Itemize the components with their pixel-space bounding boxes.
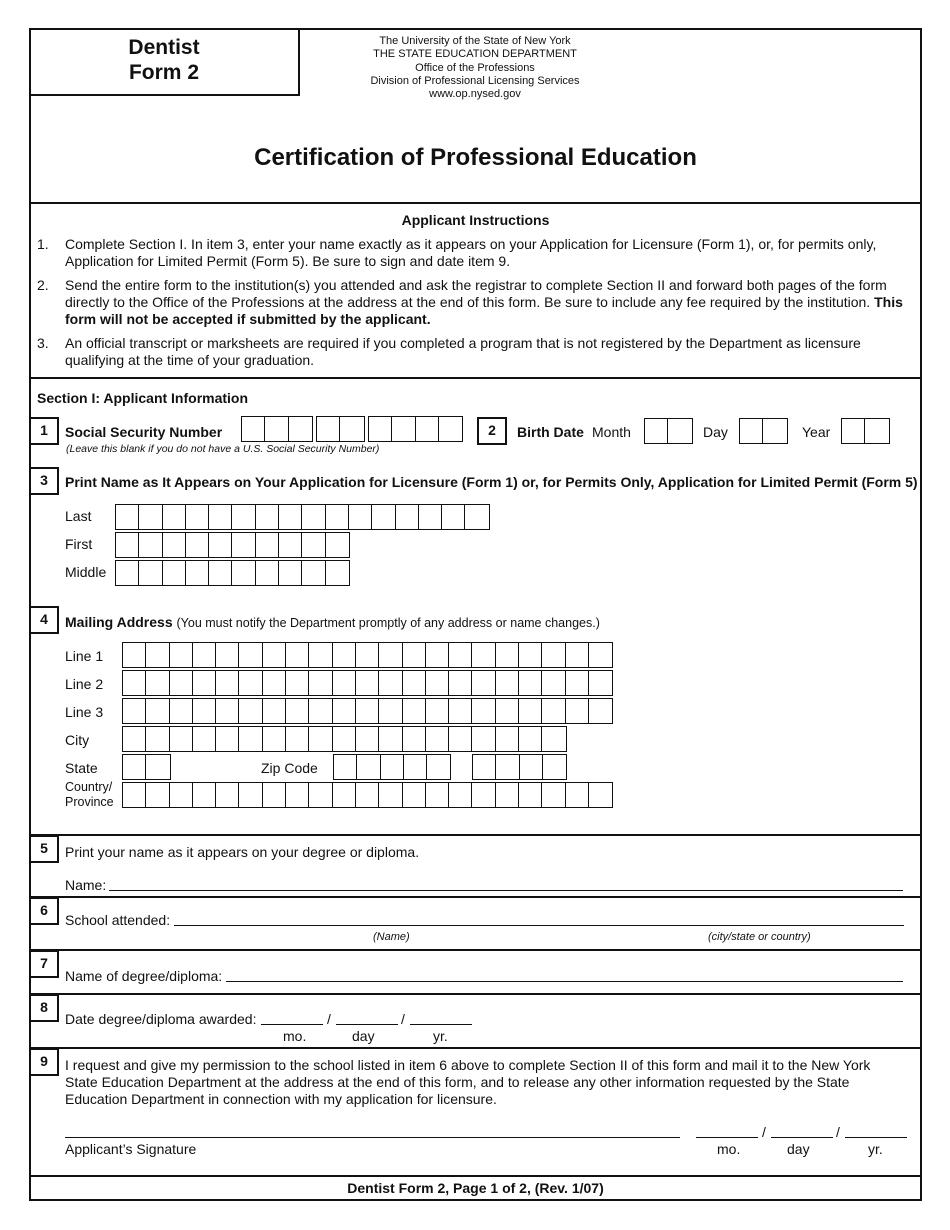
- ssn-part1-cells[interactable]: [241, 416, 313, 442]
- agency-line: THE STATE EDUCATION DEPARTMENT: [373, 48, 577, 61]
- last-name-cells[interactable]: [115, 504, 490, 530]
- first-name-cells[interactable]: [115, 532, 350, 558]
- month-caption: mo.: [717, 1141, 741, 1157]
- ssn-part3-cells[interactable]: [368, 416, 463, 442]
- birth-year-cells[interactable]: [841, 418, 890, 444]
- school-field[interactable]: [174, 925, 904, 926]
- ssn-note: (Leave this blank if you do not have a U.S. Social Security Number): [66, 443, 380, 455]
- divider: [29, 1175, 922, 1177]
- day-label: Day: [703, 424, 728, 440]
- address-line3-cells[interactable]: [122, 698, 613, 724]
- form-title-line1: Dentist: [128, 36, 200, 59]
- country-label-line: Province: [65, 795, 114, 809]
- zip-cells[interactable]: [333, 754, 451, 780]
- item-number-9: 9: [29, 1048, 59, 1076]
- instruction-text: Send the entire form to the institution(s) you attended and ask the registrar to complete Section II and forward both pages of the form directly to the Office of the Professions at the address at the end of this form. Be sure to include any fee required by the institution.: [65, 277, 887, 310]
- address-line1-cells[interactable]: [122, 642, 613, 668]
- country-cells[interactable]: [122, 782, 613, 808]
- address-line2-cells[interactable]: [122, 670, 613, 696]
- divider: [29, 834, 922, 836]
- school-label: School attended:: [65, 912, 171, 928]
- instruction-warning: This form will not be accepted if submitted by the applicant.: [65, 294, 903, 327]
- permission-statement: I request and give my permission to the school listed in item 6 above to complete Section II of this form and mail it to the New York State Education Department at the address at the end of this form, and to release any other information requested by the State Education Department in connection with my application for licensure.: [65, 1057, 871, 1107]
- signature-date-year-field[interactable]: [845, 1137, 907, 1138]
- page-title: Certification of Professional Education: [254, 144, 697, 171]
- zip-plus4-cells[interactable]: [472, 754, 567, 780]
- date-separator: /: [327, 1011, 331, 1027]
- diploma-name-field[interactable]: [109, 890, 903, 891]
- agency-line: Division of Professional Licensing Services: [370, 74, 580, 87]
- website-link[interactable]: www.op.nysed.gov: [429, 88, 521, 101]
- item-number-1: 1: [29, 417, 59, 445]
- divider: [29, 896, 922, 898]
- date-separator: /: [762, 1124, 766, 1140]
- degree-label: Name of degree/diploma:: [65, 968, 223, 984]
- instruction-1: [37, 236, 910, 270]
- instruction-2: [37, 277, 910, 328]
- city-cells[interactable]: [122, 726, 567, 752]
- date-awarded-label: Date degree/diploma awarded:: [65, 1011, 257, 1027]
- year-label: Year: [802, 424, 831, 440]
- degree-name-instruction: Print your name as it appears on your degree or diploma.: [65, 844, 420, 860]
- day-caption: day: [352, 1028, 375, 1044]
- form-title: [29, 35, 299, 85]
- address-line2-label: Line 2: [65, 676, 104, 692]
- item-number-2: 2: [477, 417, 507, 445]
- last-name-label: Last: [65, 508, 92, 524]
- agency-block: [300, 35, 650, 101]
- item-number-5: 5: [29, 835, 59, 863]
- state-cells[interactable]: [122, 754, 171, 780]
- birth-month-cells[interactable]: [644, 418, 693, 444]
- item-number-3: 3: [29, 467, 59, 495]
- date-awarded-day-field[interactable]: [336, 1024, 398, 1025]
- instruction-number: 3.: [37, 335, 49, 351]
- day-caption: day: [787, 1141, 810, 1157]
- first-name-label: First: [65, 536, 93, 552]
- zip-label: Zip Code: [261, 760, 318, 776]
- section-heading: Section I: Applicant Information: [37, 390, 249, 406]
- state-label: State: [65, 760, 98, 776]
- middle-name-cells[interactable]: [115, 560, 350, 586]
- birth-day-cells[interactable]: [739, 418, 788, 444]
- year-caption: yr.: [433, 1028, 448, 1044]
- mailing-address-note: (You must notify the Department promptly of any address or name changes.): [176, 616, 600, 630]
- agency-line: Office of the Professions: [415, 61, 535, 74]
- mailing-address-heading: [65, 614, 600, 630]
- divider: [29, 993, 922, 995]
- agency-line: The University of the State of New York: [379, 35, 571, 47]
- divider: [29, 1047, 922, 1049]
- mailing-address-label: Mailing Address: [65, 614, 173, 630]
- date-awarded-year-field[interactable]: [410, 1024, 472, 1025]
- divider: [29, 202, 922, 204]
- item-number-6: 6: [29, 897, 59, 925]
- country-label: [65, 780, 114, 810]
- item-number-8: 8: [29, 994, 59, 1022]
- divider: [29, 949, 922, 951]
- form-footer: Dentist Form 2, Page 1 of 2, (Rev. 1/07): [347, 1180, 604, 1196]
- signature-date-day-field[interactable]: [771, 1137, 833, 1138]
- instruction-number: 1.: [37, 236, 49, 252]
- birth-date-label: Birth Date: [517, 424, 584, 440]
- item-number-4: 4: [29, 606, 59, 634]
- signature-label: Applicant’s Signature: [65, 1141, 197, 1157]
- instruction-number: 2.: [37, 277, 49, 293]
- print-name-label: Print Name as It Appears on Your Application for Licensure (Form 1) or, for Permits Only, Application for Limited Permit (Form 5): [65, 474, 918, 490]
- school-name-caption: (Name): [373, 931, 410, 943]
- instruction-text: Complete Section I. In item 3, enter your name exactly as it appears on your Application for Licensure (Form 1), or, for permits only, Application for Limited Permit (Form 5). Be sure to sign and date item 9.: [65, 236, 877, 269]
- signature-field[interactable]: [65, 1137, 680, 1138]
- item-number-7: 7: [29, 950, 59, 978]
- date-awarded-month-field[interactable]: [261, 1024, 323, 1025]
- middle-name-label: Middle: [65, 564, 107, 580]
- address-line3-label: Line 3: [65, 704, 104, 720]
- year-caption: yr.: [868, 1141, 883, 1157]
- degree-field[interactable]: [226, 981, 903, 982]
- date-separator: /: [401, 1011, 405, 1027]
- date-separator: /: [836, 1124, 840, 1140]
- ssn-part2-cells[interactable]: [316, 416, 365, 442]
- instruction-3: [37, 335, 910, 369]
- address-line1-label: Line 1: [65, 648, 104, 664]
- signature-date-month-field[interactable]: [696, 1137, 758, 1138]
- diploma-name-label: Name:: [65, 877, 107, 893]
- school-location-caption: (city/state or country): [708, 931, 811, 943]
- month-label: Month: [592, 424, 631, 440]
- form-title-line2: Form 2: [128, 61, 199, 84]
- ssn-label: Social Security Number: [65, 424, 223, 440]
- month-caption: mo.: [283, 1028, 307, 1044]
- instruction-text: An official transcript or marksheets are required if you completed a program that is not registered by the Department as licensure qualifying at the time of your graduation.: [65, 335, 861, 368]
- divider: [29, 377, 922, 379]
- instructions-heading: Applicant Instructions: [401, 212, 550, 228]
- country-label-line: Country/: [65, 780, 113, 794]
- city-label: City: [65, 732, 90, 748]
